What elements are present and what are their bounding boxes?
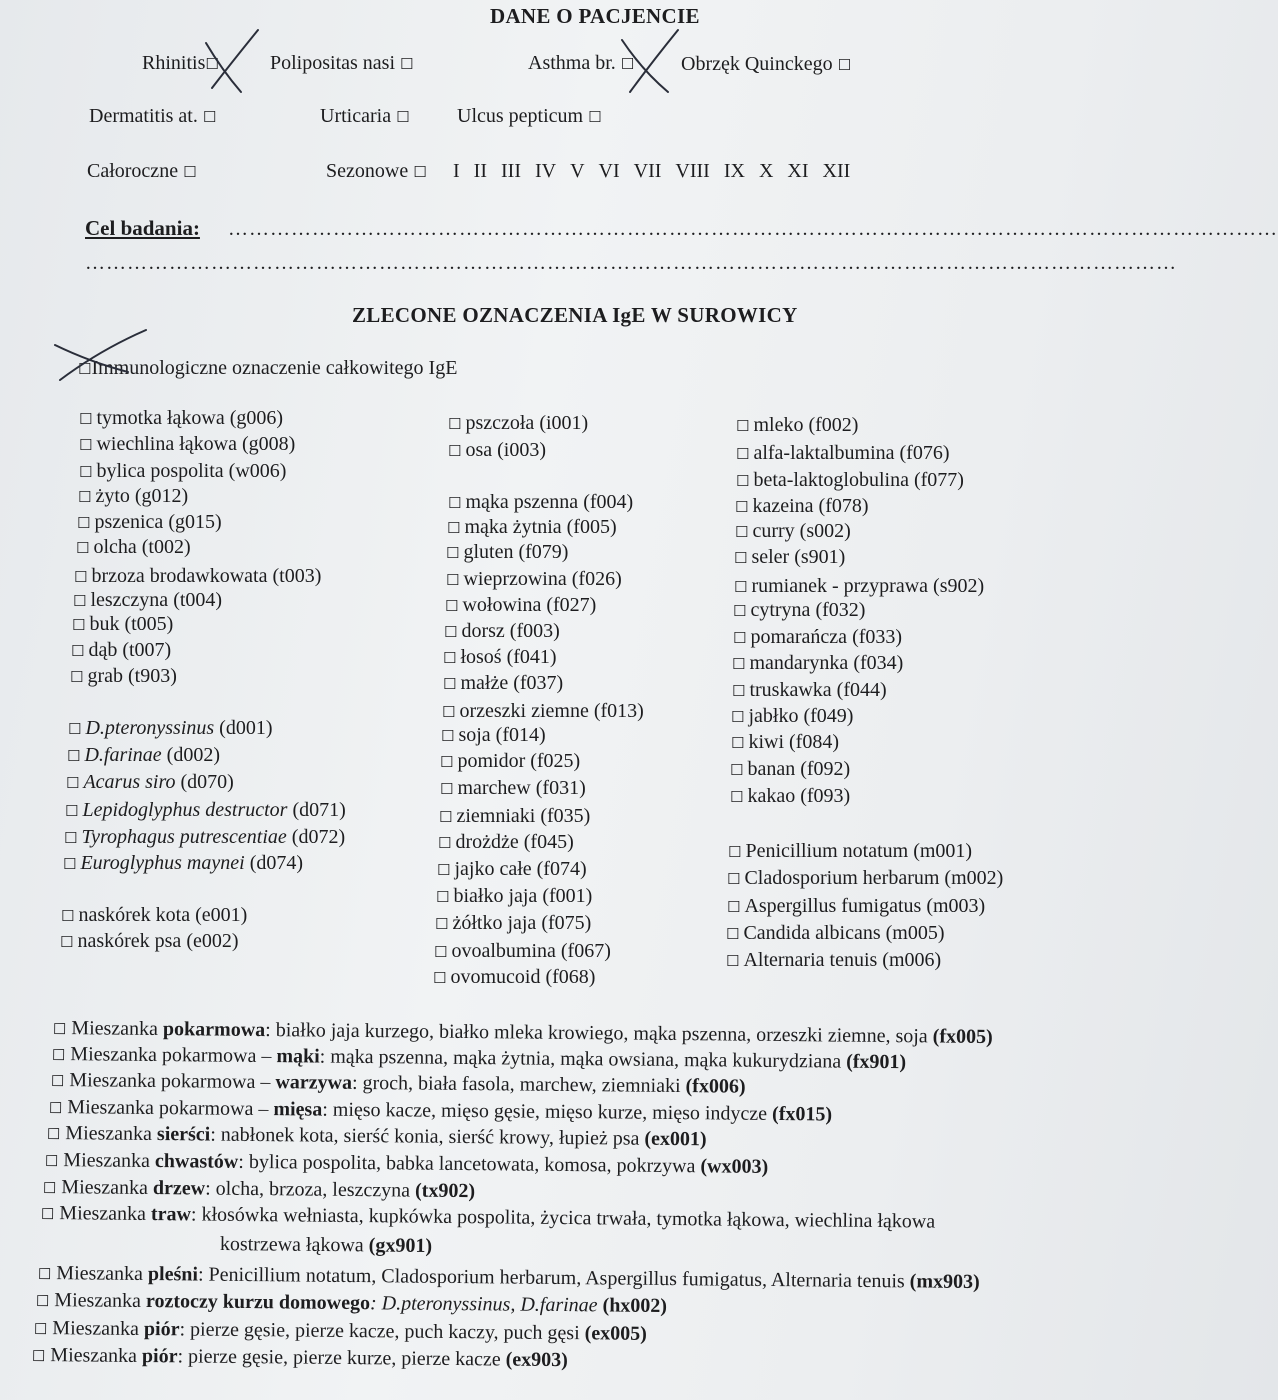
allergen-name: D.farinae xyxy=(84,744,162,766)
allergen-name: pszczoła xyxy=(465,412,535,434)
allergen-name: cytryna xyxy=(750,599,811,621)
allergen-name: leszczyna xyxy=(90,589,169,611)
section-title-patient: DANE O PACJENCIE xyxy=(490,4,700,28)
checkbox-box-icon: ☐ xyxy=(734,549,748,567)
checkbox-box-icon: ☐ xyxy=(67,747,81,765)
label: Dermatitis at. xyxy=(89,105,198,127)
allergen-code: (m005) xyxy=(885,922,945,944)
purpose-label: Cel badania: xyxy=(85,216,200,240)
allergen-name: truskawka xyxy=(749,679,832,701)
checkbox-box-icon: ☐ xyxy=(731,734,745,752)
mix-prefix: Mieszanka pokarmowa – xyxy=(67,1096,274,1121)
checkbox-box-icon: ☐ xyxy=(35,1291,50,1311)
allergen-code: (d072) xyxy=(291,826,346,848)
label: Urticaria xyxy=(320,105,392,127)
allergen-name: Euroglyphus maynei xyxy=(80,852,245,874)
checkbox-box-icon: ☐ xyxy=(440,780,454,798)
checkbox-box-icon: ☐ xyxy=(65,802,79,820)
checkbox-box-icon: ☐ xyxy=(448,442,462,460)
allergen-code: (f035) xyxy=(540,805,591,827)
checkbox-box-icon: ☐ xyxy=(440,753,454,771)
allergen-name: Tyrophagus putrescentiae xyxy=(81,826,287,848)
check-mark-rhinitis xyxy=(212,30,258,88)
mix-prefix: Mieszanka pokarmowa – xyxy=(70,1043,277,1068)
checkbox-box-icon: ☐ xyxy=(733,629,747,647)
allergen-code: (f093) xyxy=(800,785,851,807)
allergen-name: pomarańcza xyxy=(750,626,848,648)
mix-contents: : pierze gęsie, pierze kurze, pierze kacze xyxy=(177,1345,506,1371)
allergen-name: pomidor xyxy=(457,750,526,772)
checkbox-box-icon: ☐ xyxy=(736,417,750,435)
allergen-name: białko jaja xyxy=(453,885,538,907)
checkbox-box-icon: ☐ xyxy=(620,55,635,73)
mix-contents: kostrzewa łąkowa xyxy=(219,1233,369,1257)
checkbox-box-icon: ☐ xyxy=(42,1178,57,1198)
mix-code: (ex005) xyxy=(584,1322,647,1345)
allergen-code: (f077) xyxy=(913,469,964,491)
allergen-code: (f005) xyxy=(566,516,617,538)
allergen-name: mąka żytnia xyxy=(464,516,562,538)
checkbox-box-icon: ☐ xyxy=(735,523,749,541)
allergen-name: ziemniaki xyxy=(456,805,536,827)
allergen-name: tymotka łąkowa xyxy=(96,407,225,429)
mix-code: (mx903) xyxy=(909,1270,980,1294)
allergen-name: Candida albicans xyxy=(743,922,881,944)
mix-contents: : białko jaja kurzego, białko mleka krowiego, mąka pszenna, orzeszki ziemne, soja xyxy=(265,1019,933,1048)
allergen-name: Penicillium notatum xyxy=(745,840,909,862)
checkbox-box-icon: ☐ xyxy=(445,597,459,615)
mix-prefix: Mieszanka xyxy=(65,1122,158,1146)
checkbox-box-icon: ☐ xyxy=(70,668,84,686)
checkbox-box-icon: ☐ xyxy=(396,108,410,126)
mix-prefix: Mieszanka xyxy=(71,1017,164,1041)
allergen-code: (f033) xyxy=(852,626,903,648)
checkbox-box-icon: ☐ xyxy=(51,1045,66,1065)
checkbox-box-icon: ☐ xyxy=(730,788,744,806)
checkbox-box-icon: ☐ xyxy=(79,436,93,454)
mix-name: mięsa xyxy=(273,1098,323,1121)
allergen-name: Aspergillus fumigatus xyxy=(744,895,922,917)
allergen-name: jabłko xyxy=(748,705,799,727)
purpose-line-1[interactable]: …………………………………………………………………………………………………………………………………… xyxy=(228,218,1278,240)
label: Ulcus pepticum xyxy=(457,105,584,127)
checkbox-box-icon: ☐ xyxy=(730,761,744,779)
checkbox-box-icon: ☐ xyxy=(446,571,460,589)
allergen-name: małże xyxy=(460,672,509,694)
checkbox-box-icon: ☐ xyxy=(76,539,90,557)
month[interactable]: XII xyxy=(822,160,851,182)
check-mark-rhinitis xyxy=(206,43,241,92)
mix-contents: : bylica pospolita, babka lancetowata, komosa, pokrzywa xyxy=(238,1150,701,1178)
mix-name: roztoczy kurzu domowego xyxy=(145,1290,371,1315)
checkbox-box-icon: ☐ xyxy=(446,544,460,562)
checkbox-box-icon: ☐ xyxy=(439,808,453,826)
checkbox-box-icon: ☐ xyxy=(726,952,740,970)
allergen-name: żółtko jaja xyxy=(452,912,537,934)
checkbox-box-icon: ☐ xyxy=(727,870,741,888)
mix-name: chwastów xyxy=(154,1150,239,1173)
checkbox-box-icon: ☐ xyxy=(72,616,86,634)
label: Polipositas nasi xyxy=(270,52,396,74)
checkbox-box-icon: ☐ xyxy=(732,655,746,673)
allergen-name: alfa-laktalbumina xyxy=(753,442,895,464)
checkbox-box-icon: ☐ xyxy=(733,602,747,620)
allergen-code: (f045) xyxy=(523,831,574,853)
checkbox-box-icon: ☐ xyxy=(61,907,75,925)
checkbox-box-icon: ☐ xyxy=(442,703,456,721)
checkbox-box-icon: ☐ xyxy=(731,708,745,726)
allergen-name: D.pteronyssinus xyxy=(85,717,215,739)
mix-prefix: Mieszanka xyxy=(63,1149,156,1173)
checkbox-box-icon: ☐ xyxy=(48,1098,63,1118)
month[interactable]: III xyxy=(501,160,521,182)
mix-prefix: Mieszanka xyxy=(59,1202,152,1226)
mix-prefix: Mieszanka xyxy=(61,1176,154,1200)
mix-code: (hx002) xyxy=(602,1294,668,1318)
mix-code: (ex001) xyxy=(644,1127,707,1151)
allergen-code: (i001) xyxy=(539,412,589,434)
allergen-code: (f031) xyxy=(535,777,586,799)
allergen-name: seler xyxy=(751,546,790,568)
mix-code: (fx005) xyxy=(932,1025,993,1049)
allergen-name: ovoalbumina xyxy=(451,940,556,962)
allergen-name: kiwi xyxy=(748,731,785,753)
mix-name: mąki xyxy=(276,1045,320,1068)
label: Obrzęk Quinckego xyxy=(681,53,833,75)
month[interactable]: VIII xyxy=(675,160,710,182)
allergen-name: żyto xyxy=(95,485,130,507)
checkbox-box-icon: ☐ xyxy=(736,472,750,490)
allergen-name: jajko całe xyxy=(454,858,532,880)
allergen-code: (t002) xyxy=(141,536,191,558)
check-mark-asthma xyxy=(622,40,668,92)
checkbox-box-icon: ☐ xyxy=(73,592,87,610)
allergen-code: (t005) xyxy=(124,613,174,635)
checkbox-box-icon: ☐ xyxy=(734,578,748,596)
checkbox-box-icon: ☐ xyxy=(437,861,451,879)
section-title-orders: ZLECONE OZNACZENIA IgE W SUROWICY xyxy=(352,303,798,327)
allergen-code: (f027) xyxy=(546,594,597,616)
allergen-code: (d002) xyxy=(166,744,220,766)
checkbox-box-icon: ☐ xyxy=(444,623,458,641)
mix-prefix: Mieszanka xyxy=(54,1289,147,1313)
allergen-code: (m003) xyxy=(926,895,986,917)
checkbox-box-icon: ☐ xyxy=(433,969,447,987)
allergen-name: wiechlina łąkowa xyxy=(96,433,237,455)
label: Rhinitis xyxy=(142,52,206,74)
allergen-code: (f013) xyxy=(593,700,644,722)
checkbox-box-icon: ☐ xyxy=(44,1151,59,1171)
month[interactable]: VII xyxy=(633,160,662,182)
checkbox-box-icon: ☐ xyxy=(31,1346,46,1366)
checkbox-box-icon: ☐ xyxy=(52,1019,67,1039)
label: Immunologiczne oznaczenie całkowitego IgE xyxy=(91,357,458,379)
allergen-name: banan xyxy=(747,758,796,780)
mix-code: (gx901) xyxy=(368,1234,433,1258)
checkbox-box-icon: ☐ xyxy=(588,108,602,126)
mix-contents: : mięso kacze, mięso gęsie, mięso kurze, mięso indycze xyxy=(322,1098,773,1125)
allergen-name: bylica pospolita xyxy=(96,460,224,482)
checkbox-box-icon: ☐ xyxy=(78,360,92,378)
allergen-code: (t007) xyxy=(122,639,172,661)
mix-contents: : olcha, brzoza, leszczyna xyxy=(205,1177,416,1202)
checkbox-box-icon: ☐ xyxy=(447,519,461,537)
checkbox-box-icon: ☐ xyxy=(78,488,92,506)
allergen-name: brzoza brodawkowata xyxy=(91,565,268,587)
allergen-name: soja xyxy=(458,724,491,746)
allergen-code: (f025) xyxy=(530,750,581,772)
mix-contents: : pierze gęsie, pierze kacze, puch kaczy, puch gęsi xyxy=(179,1318,585,1345)
checkbox-box-icon: ☐ xyxy=(60,933,74,951)
checkbox-box-icon: ☐ xyxy=(71,642,85,660)
allergen-name: olcha xyxy=(93,536,137,558)
allergen-name: łosoś xyxy=(460,646,502,668)
allergen-code: (f034) xyxy=(853,652,904,674)
mix-contents: : mąka pszenna, mąka żytnia, mąka owsiana, mąka kukurydziana xyxy=(319,1045,847,1073)
checkbox-box-icon: ☐ xyxy=(735,498,749,516)
allergen-code: (f078) xyxy=(818,495,869,517)
allergen-name: naskórek psa xyxy=(77,930,182,952)
mix-code: (ex903) xyxy=(505,1348,568,1372)
allergen-code: (t004) xyxy=(173,589,223,611)
allergen-name: rumianek - przyprawa xyxy=(751,575,929,597)
checkbox-box-icon: ☐ xyxy=(66,774,80,792)
month[interactable]: VI xyxy=(598,160,620,182)
allergen-name: gluten xyxy=(463,541,514,563)
allergen-code: (f002) xyxy=(808,414,859,436)
checkbox-box-icon: ☐ xyxy=(413,163,427,181)
label: Asthma br. xyxy=(528,52,616,74)
checkbox-box-icon: ☐ xyxy=(837,56,852,74)
checkbox-box-icon: ☐ xyxy=(202,108,217,126)
checkbox-box-icon: ☐ xyxy=(79,410,93,428)
month[interactable]: IX xyxy=(723,160,745,182)
mix-contents: : nabłonek kota, sierść konia, sierść krowy, łupież psa xyxy=(210,1123,645,1150)
allergen-code: (f026) xyxy=(571,568,622,590)
allergen-code: (d070) xyxy=(180,771,234,793)
mix-prefix: Mieszanka pokarmowa – xyxy=(69,1069,276,1094)
allergen-code: (f076) xyxy=(899,442,950,464)
checkbox-box-icon: ☐ xyxy=(727,898,741,916)
mix-prefix: Mieszanka xyxy=(50,1344,143,1368)
allergen-name: mleko xyxy=(753,414,804,436)
allergen-code: (s901) xyxy=(794,546,846,568)
checkbox-box-icon: ☐ xyxy=(435,915,449,933)
mix-prefix: Mieszanka xyxy=(52,1317,145,1341)
mix-name: warzywa xyxy=(275,1071,353,1094)
checkbox-box-icon: ☐ xyxy=(50,1071,65,1091)
mix-name: sierści xyxy=(156,1123,211,1146)
checkbox-box-icon: ☐ xyxy=(443,649,457,667)
month[interactable]: V xyxy=(570,160,585,182)
mix-name: piór xyxy=(141,1345,178,1368)
mix-name: pokarmowa xyxy=(162,1018,266,1042)
allergen-code: (f074) xyxy=(536,858,587,880)
checkbox-box-icon: ☐ xyxy=(46,1124,61,1144)
allergen-code: (f037) xyxy=(513,672,564,694)
allergen-code: (t003) xyxy=(272,565,322,587)
checkbox-box-icon: ☐ xyxy=(74,568,88,586)
allergen-name: orzeszki ziemne xyxy=(459,700,589,722)
mix-contents: : groch, biała fasola, marchew, ziemniaki xyxy=(351,1071,686,1098)
allergen-name: Acarus siro xyxy=(83,771,176,793)
checkbox-box-icon: ☐ xyxy=(448,494,462,512)
month[interactable]: II xyxy=(473,160,487,182)
label: Całoroczne xyxy=(87,160,179,182)
allergen-name: mandarynka xyxy=(749,652,849,674)
purpose-line-2[interactable]: ………………………………………………………………………………………………………………………………………… xyxy=(85,252,1177,274)
allergen-code: (f004) xyxy=(583,491,634,513)
checkbox-box-icon: ☐ xyxy=(441,727,455,745)
allergen-name: buk xyxy=(89,613,120,635)
month[interactable]: X xyxy=(758,160,774,182)
allergen-code: (e001) xyxy=(195,904,248,926)
allergen-code: (f014) xyxy=(495,724,546,746)
month[interactable]: XI xyxy=(787,160,809,182)
allergen-code: (f075) xyxy=(541,912,592,934)
month[interactable]: I xyxy=(453,160,460,182)
allergen-code: (f067) xyxy=(560,940,611,962)
checkbox-box-icon: ☐ xyxy=(40,1204,55,1224)
checkbox-box-icon: ☐ xyxy=(434,943,448,961)
allergen-name: Alternaria tenuis xyxy=(743,949,878,971)
checkbox-box-icon: ☐ xyxy=(183,163,197,181)
allergen-code: (d001) xyxy=(219,717,273,739)
mix-name: pleśni xyxy=(147,1263,199,1286)
checkbox-box-icon: ☐ xyxy=(732,682,746,700)
allergen-code: (f032) xyxy=(815,599,866,621)
checkbox-box-icon: ☐ xyxy=(37,1264,52,1284)
allergen-code: (f001) xyxy=(542,885,593,907)
allergen-name: kazeina xyxy=(752,495,814,517)
allergen-code: (m001) xyxy=(913,840,973,862)
checkbox-box-icon: ☐ xyxy=(728,843,742,861)
allergen-code: (f084) xyxy=(789,731,839,753)
checkbox-box-icon: ☐ xyxy=(77,514,91,532)
allergen-code: (f041) xyxy=(506,646,557,668)
allergen-name: wieprzowina xyxy=(463,568,567,590)
allergen-code: (f068) xyxy=(545,966,596,988)
allergen-name: mąka pszenna xyxy=(465,491,579,513)
mix-code: (fx015) xyxy=(772,1102,833,1126)
mix-code: (fx006) xyxy=(685,1075,746,1098)
allergen-code: (g008) xyxy=(241,433,296,455)
allergen-code: (f049) xyxy=(803,705,854,727)
allergen-code: (g006) xyxy=(229,407,284,429)
allergen-name: ovomucoid xyxy=(450,966,541,988)
allergen-code: (m006) xyxy=(882,949,942,971)
mix-contents: : D.pteronyssinus, D.farinae xyxy=(369,1292,603,1317)
allergen-name: naskórek kota xyxy=(78,904,191,926)
checkbox-box-icon: ☐ xyxy=(736,445,750,463)
allergen-name: Cladosporium herbarum xyxy=(744,867,940,889)
allergen-code: (f003) xyxy=(509,620,560,642)
mix-contents: : Penicillium notatum, Cladosporium herbarum, Aspergillus fumigatus, Alternaria tenuis xyxy=(197,1263,910,1293)
allergen-name: drożdże xyxy=(455,831,519,853)
allergen-name: kakao xyxy=(747,785,796,807)
allergen-name: Lepidoglyphus destructor xyxy=(82,799,288,821)
mix-name: traw xyxy=(150,1203,192,1226)
allergen-name: pszenica xyxy=(94,511,164,533)
check-mark-total-ige xyxy=(60,330,146,380)
allergen-code: (e002) xyxy=(186,930,239,952)
mix-prefix: Mieszanka xyxy=(56,1262,149,1286)
allergen-code: (g015) xyxy=(168,511,222,533)
allergen-code: (t903) xyxy=(128,665,177,687)
allergen-code: (w006) xyxy=(228,460,287,482)
allergen-name: dąb xyxy=(88,639,118,661)
allergen-name: osa xyxy=(465,439,493,461)
checkbox-box-icon: ☐ xyxy=(64,829,78,847)
allergen-name: beta-laktoglobulina xyxy=(753,469,909,491)
checkbox-box-icon: ☐ xyxy=(438,834,452,852)
allergen-code: (s902) xyxy=(933,575,985,597)
allergen-code: (m002) xyxy=(944,867,1004,889)
allergen-code: (f079) xyxy=(518,541,569,563)
mix-name: piór xyxy=(143,1318,180,1341)
allergen-code: (g012) xyxy=(134,485,189,507)
allergen-name: marchew xyxy=(457,777,531,799)
checkbox-box-icon: ☐ xyxy=(726,925,740,943)
mix-code: (tx902) xyxy=(414,1179,476,1203)
allergen-code: (f092) xyxy=(800,758,851,780)
allergen-code: (s002) xyxy=(799,520,851,542)
allergen-name: curry xyxy=(752,520,795,542)
month[interactable]: IV xyxy=(534,160,557,182)
checkbox-box-icon: ☐ xyxy=(436,888,450,906)
allergen-code: (d071) xyxy=(292,799,346,821)
checkbox-box-icon: ☐ xyxy=(448,415,462,433)
checkbox-box-icon: ☐ xyxy=(443,675,457,693)
checkbox-box-icon: ☐ xyxy=(205,55,219,73)
allergen-name: grab xyxy=(87,665,123,687)
label: Sezonowe xyxy=(326,160,409,182)
checkbox-box-icon: ☐ xyxy=(79,463,93,481)
allergen-code: (i003) xyxy=(497,439,547,461)
mix-contents: : kłosówka wełniasta, kupkówka pospolita, życica trwała, tymotka łąkowa, wiechlina łąkowa xyxy=(190,1203,936,1233)
mix-code: (fx901) xyxy=(846,1050,907,1074)
allergen-code: (d074) xyxy=(249,852,304,874)
allergen-code: (f044) xyxy=(836,679,887,701)
checkbox-box-icon: ☐ xyxy=(33,1319,48,1339)
mix-code: (wx003) xyxy=(700,1155,769,1178)
checkbox-box-icon: ☐ xyxy=(68,720,82,738)
allergen-name: dorsz xyxy=(461,620,505,642)
mix-name: drzew xyxy=(152,1177,206,1200)
checkbox-box-icon: ☐ xyxy=(400,55,414,73)
checkbox-box-icon: ☐ xyxy=(63,855,77,873)
allergen-name: wołowina xyxy=(462,594,542,616)
